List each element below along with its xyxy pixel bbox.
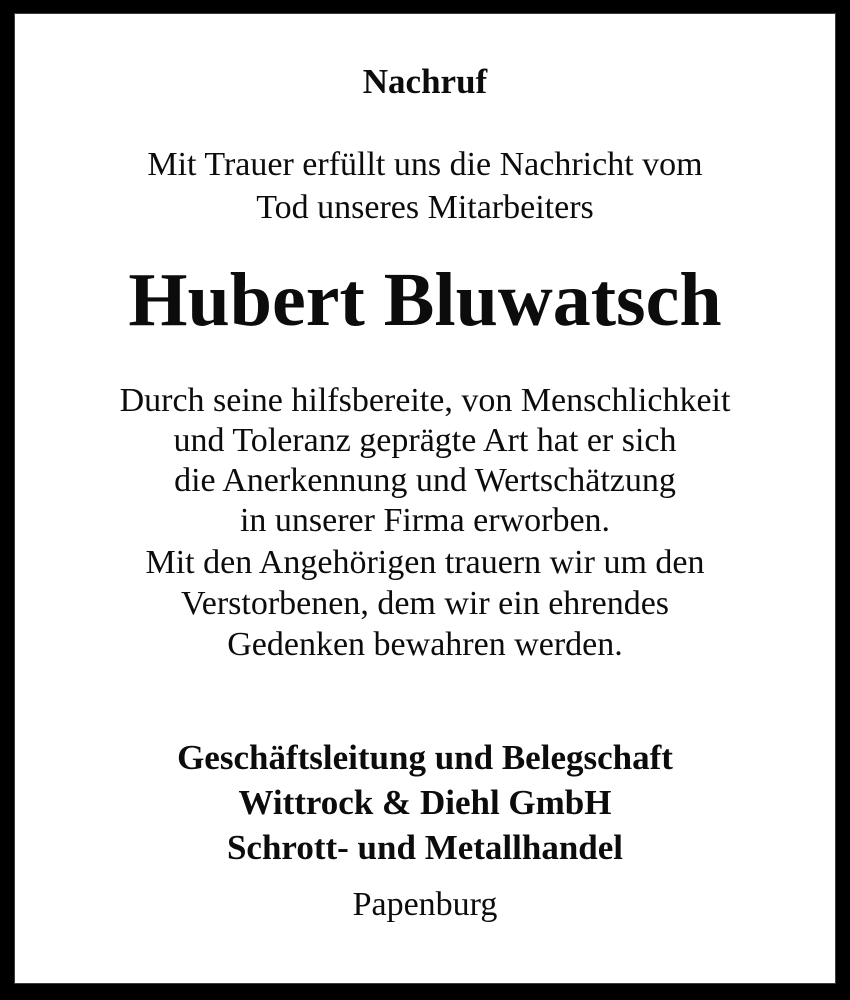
condolence-line: Mit den Angehörigen trauern wir um den: [145, 544, 705, 581]
obituary-card: [14, 13, 836, 984]
deceased-name: Hubert Bluwatsch: [128, 258, 722, 342]
tribute-line: Durch seine hilfsbereite, von Menschlichkeit: [119, 382, 731, 419]
intro-line: Tod unseres Mitarbeiters: [256, 189, 594, 226]
tribute-line: und Toleranz geprägte Art hat er sich: [173, 422, 677, 459]
condolence-line: Gedenken bewahren werden.: [227, 626, 623, 663]
tribute-line: in unserer Firma erworben.: [239, 502, 611, 539]
condolence-paragraph: [15, 542, 835, 665]
signature-line-company: Wittrock & Diehl GmbH: [238, 783, 612, 822]
signature-line-business: Schrott- und Metallhandel: [226, 828, 624, 867]
notice-title: Nachruf: [362, 62, 488, 101]
tribute-line: die Anerkennung und Wertschätzung: [174, 462, 676, 499]
signature-line-management: Geschäftsleitung und Belegschaft: [177, 738, 673, 777]
intro-line: Mit Trauer erfüllt uns die Nachricht vom: [147, 146, 703, 183]
intro-text: [15, 143, 835, 229]
place-name: Papenburg: [352, 886, 498, 923]
condolence-line: Verstorbenen, dem wir ein ehrendes: [180, 585, 670, 622]
signature-block: [15, 735, 835, 870]
tribute-paragraph: [15, 381, 835, 541]
